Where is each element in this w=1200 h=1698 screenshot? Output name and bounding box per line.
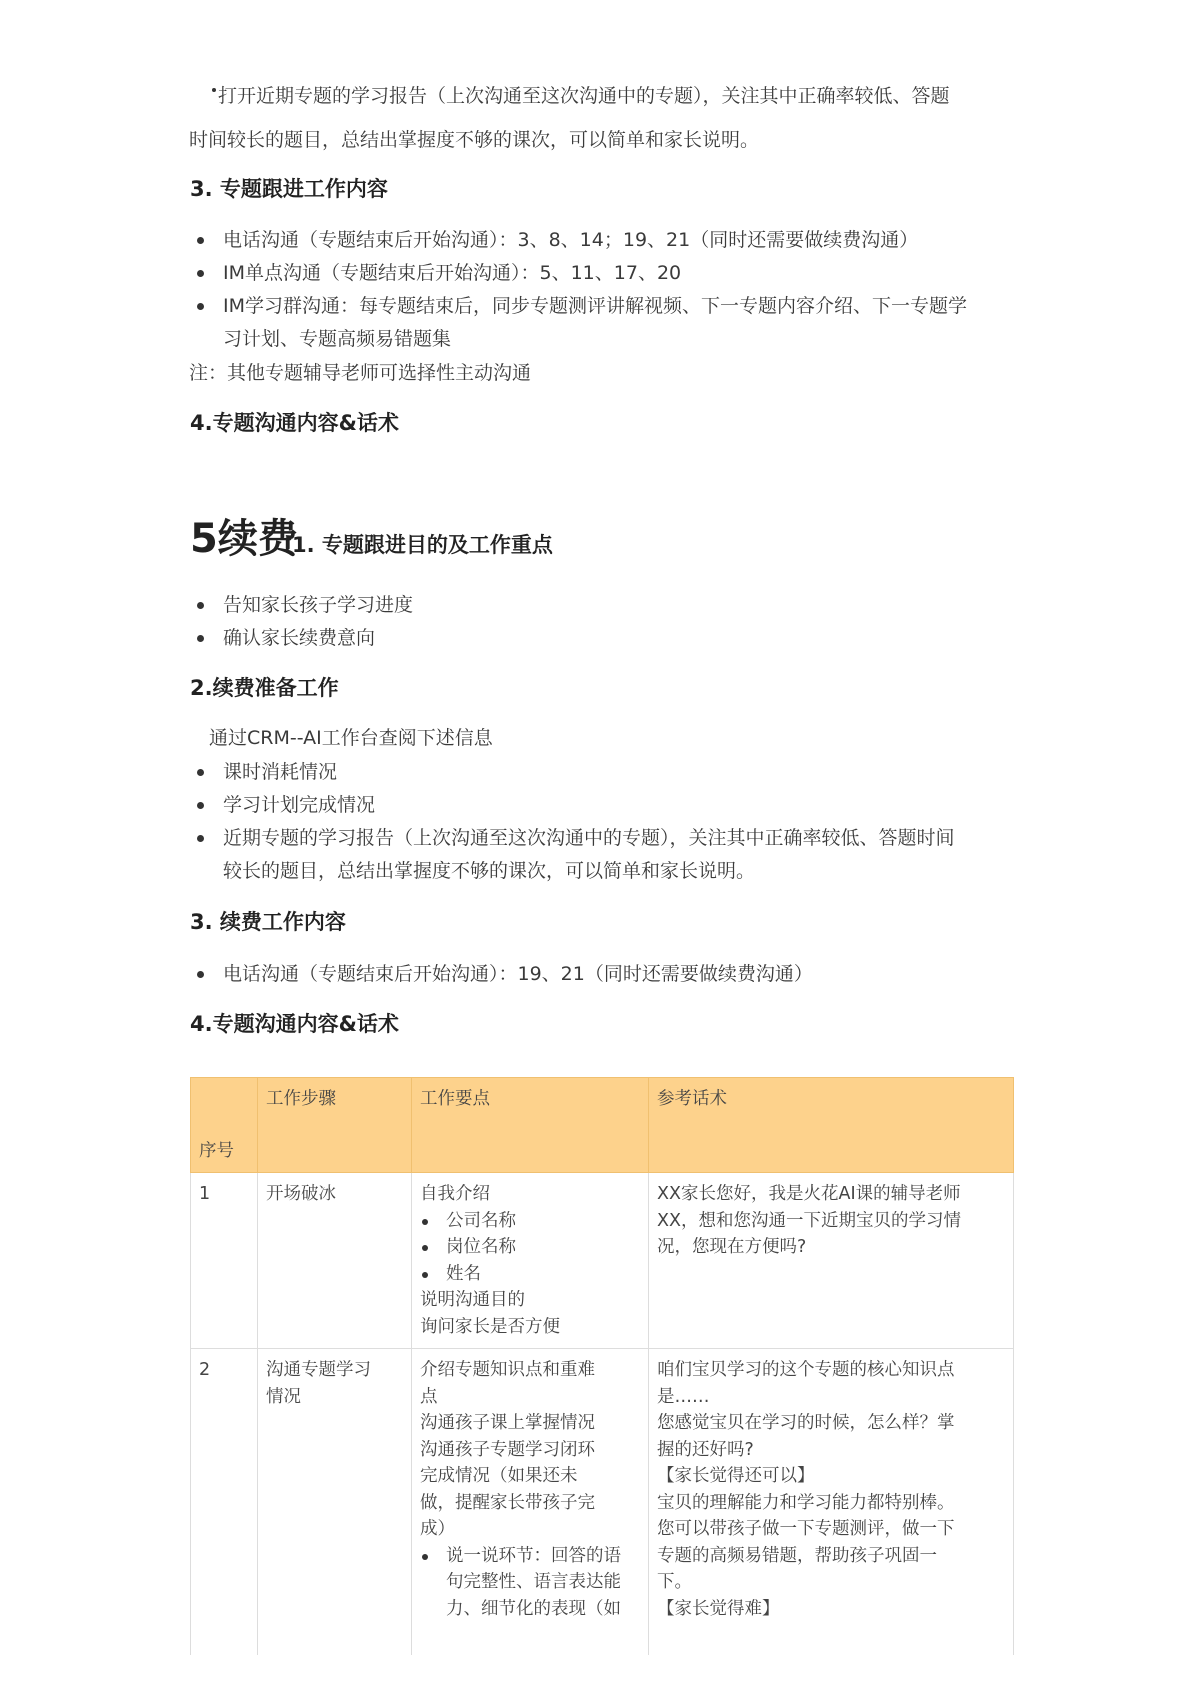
paragraph: 时间较长的题目，总结出掌握度不够的课次，可以简单和家长说明。 [189,129,760,151]
point-text: 沟通孩子课上掌握情况 [420,1413,595,1433]
point-text: 说明沟通目的 [420,1290,525,1310]
list-item: IM单点沟通（专题结束后开始沟通）：5、11、17、20 [223,262,682,284]
bullet-icon [197,971,204,978]
script-text: 握的还好吗? [657,1439,754,1460]
step-text: 开场破冰 [266,1184,336,1204]
section-heading: 4.专题沟通内容&话术 [190,411,399,435]
script-text: 专题的高频易错题，帮助孩子巩固一 [657,1545,937,1566]
script-text: 宝贝的理解能力和学习能力都特别棒。 [657,1492,955,1513]
script-text: 咱们宝贝学习的这个专题的核心知识点 [657,1360,955,1380]
header-cell: 工作要点 [412,1078,649,1173]
point-bullet: 公司名称 [420,1208,640,1235]
list-item: 课时消耗情况 [223,761,338,783]
table-row [191,1173,1014,1349]
script-text: 您感觉宝贝在学习的时候，怎么样？掌 [657,1413,955,1433]
point-text: 自我介绍 [420,1184,490,1204]
section-heading: 2.续费准备工作 [190,676,339,700]
section-heading: 1. 专题跟进目的及工作重点 [292,533,553,557]
point-text: 介绍专题知识点和重难 [420,1360,595,1380]
list-item: 电话沟通（专题结束后开始沟通）：3、8、14；19、21（同时还需要做续费沟通） [223,229,919,251]
header-cell: 工作步骤 [258,1078,412,1173]
row-number: 2 [191,1349,258,1656]
point-text: 做，提醒家长带孩子完 [420,1492,595,1513]
communication-table [190,1077,1014,1655]
list-item-continued: 习计划、专题高频易错题集 [223,328,452,350]
bullet-icon [197,835,204,842]
list-item: 告知家长孩子学习进度 [223,594,414,616]
bullet-icon [197,270,204,277]
point-text: 询问家长是否方便 [420,1316,560,1337]
paragraph: 打开近期专题的学习报告（上次沟通至这次沟通中的专题），关注其中正确率较低、答题 [218,85,950,107]
table-header-row [191,1078,1014,1173]
point-text: 点 [420,1386,438,1407]
list-item: 确认家长续费意向 [223,627,376,649]
header-cell: 序号 [191,1078,258,1173]
header-cell: 参考话术 [649,1078,1014,1173]
bullet-icon [197,602,204,609]
script-text: 是…… [657,1386,710,1407]
step-text: 情况 [266,1386,301,1407]
bullet-icon [197,237,204,244]
row-number: 1 [191,1173,258,1349]
point-text: 成） [420,1519,455,1539]
list-item: 学习计划完成情况 [223,794,376,816]
script-text: 【家长觉得难】 [657,1598,780,1619]
point-text: 句完整性、语言表达能 [446,1572,621,1592]
point-bullet: 说一说环节：回答的语 [420,1543,640,1570]
point-bullet: 岗位名称 [420,1234,640,1261]
bullet-icon [197,802,204,809]
script-text: 下。 [657,1572,692,1592]
script-text: XX，想和您沟通一下近期宝贝的学习情 [657,1210,961,1231]
script-text: 【家长觉得还可以】 [657,1466,815,1486]
section-heading: 4.专题沟通内容&话术 [190,1012,399,1036]
list-item: 电话沟通（专题结束后开始沟通）：19、21（同时还需要做续费沟通） [223,963,813,985]
note: 注：其他专题辅导老师可选择性主动沟通 [189,362,532,384]
bullet-icon [212,88,216,92]
list-item: IM学习群沟通：每专题结束后，同步专题测评讲解视频、下一专题内容介绍、下一专题学 [223,295,967,317]
point-bullet: 姓名 [420,1261,640,1288]
step-text: 沟通专题学习 [266,1360,371,1380]
list-item-continued: 较长的题目，总结出掌握度不够的课次，可以简单和家长说明。 [223,860,756,882]
section-heading: 3. 续费工作内容 [190,910,346,934]
section-heading: 3. 专题跟进工作内容 [190,177,388,201]
table-row [191,1349,1014,1656]
point-text: 完成情况（如果还未 [420,1466,578,1486]
point-text: 力、细节化的表现（如 [446,1598,621,1619]
paragraph: 通过CRM--AI工作台查阅下述信息 [209,727,493,749]
bullet-icon [197,769,204,776]
script-text: XX家长您好，我是火花AI课的辅导老师 [657,1184,961,1204]
bullet-icon [197,303,204,310]
script-text: 您可以带孩子做一下专题测评，做一下 [657,1519,955,1539]
list-item: 近期专题的学习报告（上次沟通至这次沟通中的专题），关注其中正确率较低、答题时间 [223,827,955,849]
bullet-icon [197,635,204,642]
chapter-title: 5续费 [190,516,298,562]
script-text: 况，您现在方便吗? [657,1237,807,1257]
point-text: 沟通孩子专题学习闭环 [420,1439,595,1460]
